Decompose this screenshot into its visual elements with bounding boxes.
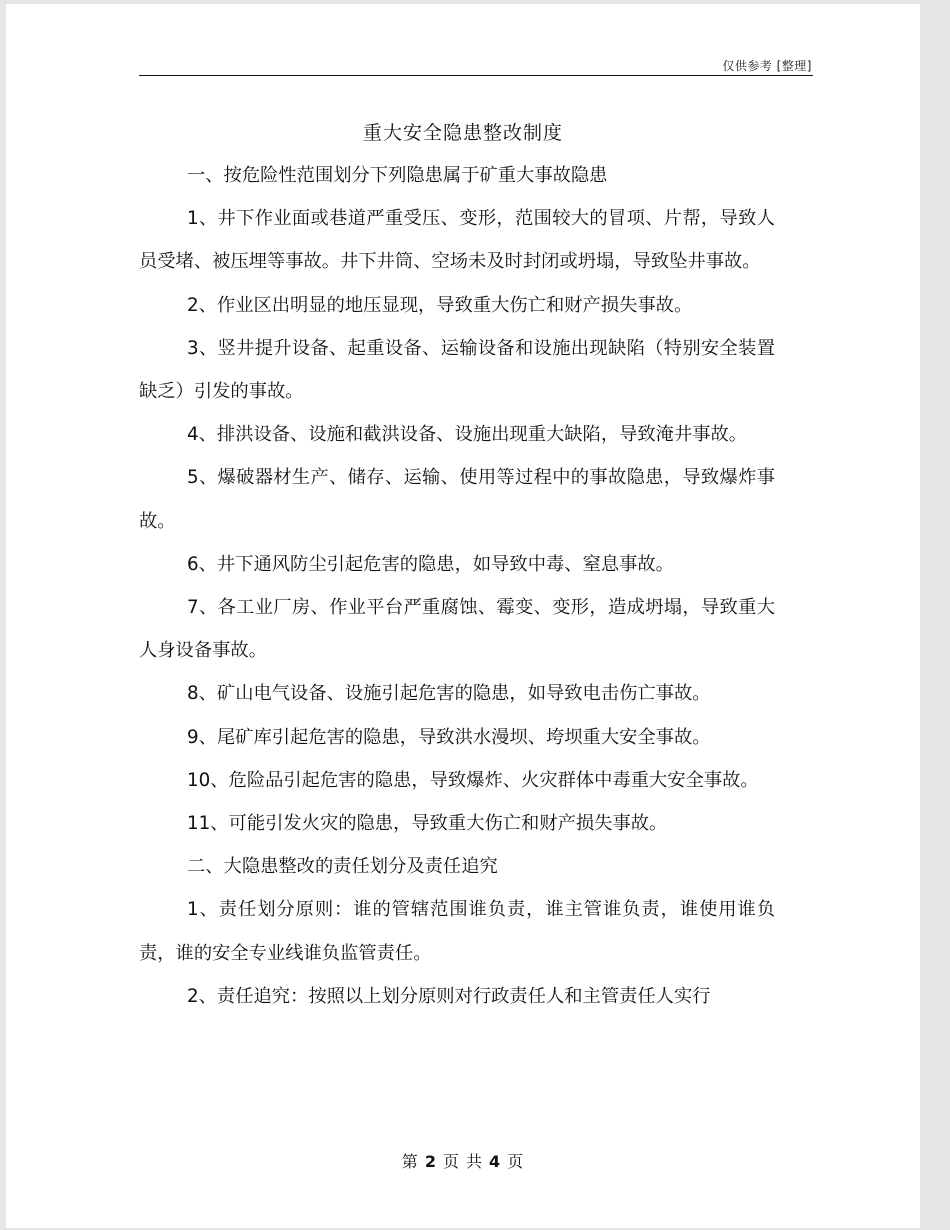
paragraph: 9、尾矿库引起危害的隐患，导致洪水漫坝、垮坝重大安全事故。	[187, 726, 711, 748]
page-footer	[6, 1149, 920, 1172]
paragraph: 二、大隐患整改的责任划分及责任追究	[187, 856, 498, 878]
paragraph: 1、井下作业面或巷道严重受压、变形，范围较大的冒项、片帮，导致人员受堵、被压埋等事故。井下井筒、空场未及时封闭或坍塌，导致坠井事故。	[139, 208, 775, 273]
paragraph: 8、矿山电气设备、设施引起危害的隐患，如导致电击伤亡事故。	[187, 683, 711, 705]
paragraph: 一、按危险性范围划分下列隐患属于矿重大事故隐患	[187, 165, 608, 186]
paragraph: 10、危险品引起危害的隐患，导致爆炸、火灾群体中毒重大安全事故。	[187, 769, 759, 791]
paragraph: 11、可能引发火灾的隐患，导致重大伤亡和财产损失事故。	[187, 813, 668, 835]
paragraph: 1、责任划分原则：谁的管辖范围谁负责，谁主管谁负责，谁使用谁负责，谁的安全专业线谁负监管责任。	[139, 899, 775, 964]
paragraph: 2、作业区出明显的地压显现，导致重大伤亡和财产损失事故。	[187, 294, 693, 316]
paragraph: 3、竖井提升设备、起重设备、运输设备和设施出现缺陷（特别安全装置缺乏）引发的事故。	[139, 337, 775, 403]
document-body	[139, 154, 775, 1018]
footer-middle: 页 共	[442, 1152, 484, 1171]
footer-prefix: 第	[401, 1152, 419, 1171]
paragraph: 2、责任追究：按照以上划分原则对行政责任人和主管责任人实行	[187, 985, 711, 1007]
paragraph: 4、排洪设备、设施和截洪设备、设施出现重大缺陷，导致淹井事故。	[187, 424, 748, 446]
footer-suffix: 页	[507, 1152, 525, 1171]
header-rule	[139, 75, 813, 76]
footer-page-number: 2	[424, 1152, 437, 1171]
document-title: 重大安全隐患整改制度	[362, 122, 563, 144]
paragraph: 7、各工业厂房、作业平台严重腐蚀、霉变、变形，造成坍塌，导致重大人身设备事故。	[139, 597, 775, 662]
header-note: 仅供参考 [整理]	[722, 59, 812, 73]
document-page	[6, 4, 920, 1228]
paragraph: 5、爆破器材生产、储存、运输、使用等过程中的事故隐患，导致爆炸事故。	[139, 467, 775, 532]
footer-total-pages: 4	[489, 1152, 502, 1171]
paragraph: 6、井下通风防尘引起危害的隐患，如导致中毒、窒息事故。	[187, 553, 674, 575]
